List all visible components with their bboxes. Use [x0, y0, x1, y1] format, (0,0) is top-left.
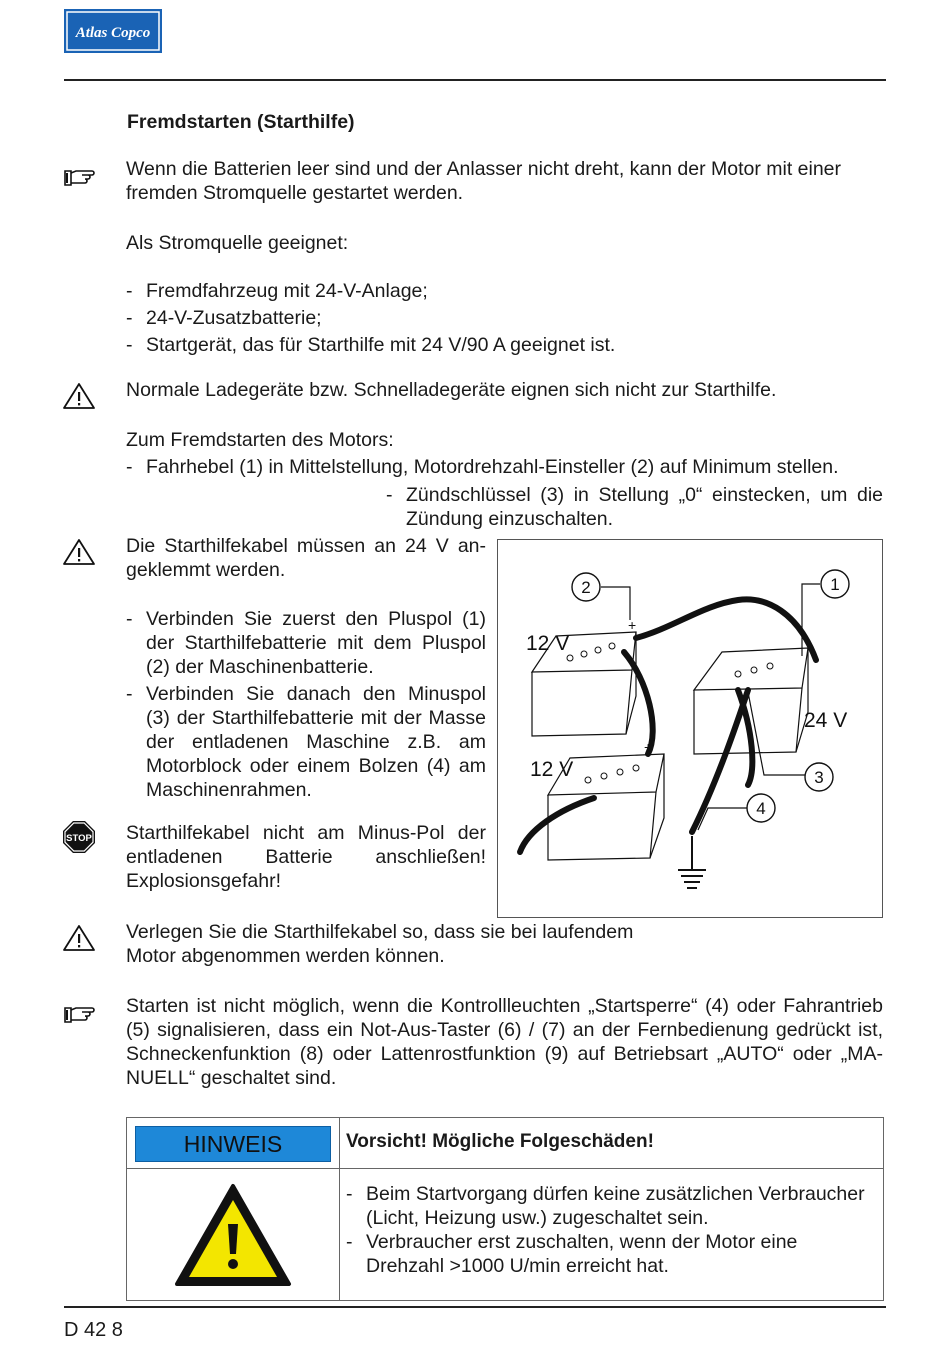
svg-text:+: + [628, 617, 637, 633]
svg-text:+: + [644, 739, 653, 755]
charger-warning: Normale Ladegeräte bzw. Schnelladegeräte eignen sich nicht zur Starthilfe. [126, 379, 777, 401]
svg-text:Atlas Copco: Atlas Copco [75, 25, 151, 41]
callout-1: 1 [830, 575, 840, 594]
list-item: - Verbinden Sie zuerst den Pluspol (1) der Starthilfebatterie mit dem Pluspol (2) der Maschinenbatterie. [126, 608, 486, 678]
page-number: D 42 8 [64, 1319, 123, 1341]
label-12v-bottom: 12 V [530, 758, 574, 781]
list-item: - Beim Startvorgang dürfen keine zusätzlichen Verbraucher (Licht, Heizung usw.) zugeschaltet sein. [346, 1183, 865, 1229]
warning-triangle-icon [62, 537, 96, 567]
intro-text: Wenn die Batterien leer sind und der Anlasser nicht dreht, kann der Motor mit einer fremden Stromquelle gestartet werden. [126, 158, 842, 204]
jump-start-diagram [497, 539, 883, 918]
notice-list [346, 1182, 866, 1278]
notice-title: Vorsicht! Mögliche Folgeschäden! [346, 1131, 654, 1152]
callout-4: 4 [756, 799, 766, 818]
list-item: - 24-V-Zusatzbatterie; [126, 307, 322, 329]
stop-sign-icon [62, 820, 96, 854]
sources-list [126, 279, 883, 357]
notice-box [126, 1117, 884, 1301]
list-item: - Startgerät, das für Starthilfe mit 24 V/90 A geeignet ist. [126, 334, 616, 356]
steps-label: Zum Fremdstarten des Motors: [126, 429, 394, 451]
header-rule [64, 79, 886, 81]
battery-diagram [498, 540, 882, 917]
voltage-warning: Die Starthilfekabel müssen an 24 V an-geklemmt werden. [126, 535, 486, 581]
start-note: Starten ist nicht möglich, wenn die Kontrollleuchten „Startsperre“ (4) oder Fahrantrieb (5) signalisieren, dass ein Not-Aus-Taster (6) / (7) an der Fernbedienung gedrückt ist, Schneckenfunktion (8) oder Lattenrostfunktion (9) auf Betriebsart „AUTO“ oder „MA-NUELL“ geschaltet sind. [126, 995, 883, 1089]
callout-3: 3 [814, 768, 824, 787]
hinweis-badge: HINWEIS [135, 1126, 331, 1162]
warning-sign-icon [173, 1182, 293, 1290]
warning-triangle-icon [62, 923, 96, 953]
stop-warning: Starthilfekabel nicht am Minus-Pol der entladenen Batterie anschließen! Explosionsgefahr! [126, 822, 486, 892]
connect-steps [126, 607, 486, 802]
step-2: - Zündschlüssel (3) in Stellung „0“ einstecken, um die Zündung einzuschalten. [386, 484, 883, 530]
warning-triangle-icon [62, 381, 96, 411]
pointing-hand-icon [62, 998, 96, 1028]
sources-label: Als Stromquelle geeignet: [126, 232, 349, 254]
section-title: Fremdstarten (Starthilfe) [127, 111, 355, 133]
step-1: - Fahrhebel (1) in Mittelstellung, Motordrehzahl-Einsteller (2) auf Minimum stellen. [126, 456, 839, 478]
pointing-hand-icon [62, 161, 96, 191]
atlas-copco-logo [64, 9, 162, 53]
list-item: - Verbraucher erst zuschalten, wenn der Motor eine Drehzahl >1000 U/min erreicht hat. [346, 1231, 798, 1277]
label-12v-top: 12 V [526, 632, 570, 655]
svg-text:STOP: STOP [66, 833, 92, 844]
label-24v: 24 V [804, 709, 848, 732]
callout-2: 2 [581, 578, 591, 597]
list-item: - Fremdfahrzeug mit 24-V-Anlage; [126, 280, 428, 302]
routing-warning: Verlegen Sie die Starthilfekabel so, dass sie bei laufendem Motor abgenommen werden können. [126, 921, 634, 967]
footer-rule [64, 1306, 886, 1308]
list-item: - Verbinden Sie danach den Minuspol (3) der Starthilfebatterie mit der Masse der entladenen Maschine z.B. am Motorblock oder einem Bolzen (4) am Maschinenrahmen. [126, 683, 486, 801]
